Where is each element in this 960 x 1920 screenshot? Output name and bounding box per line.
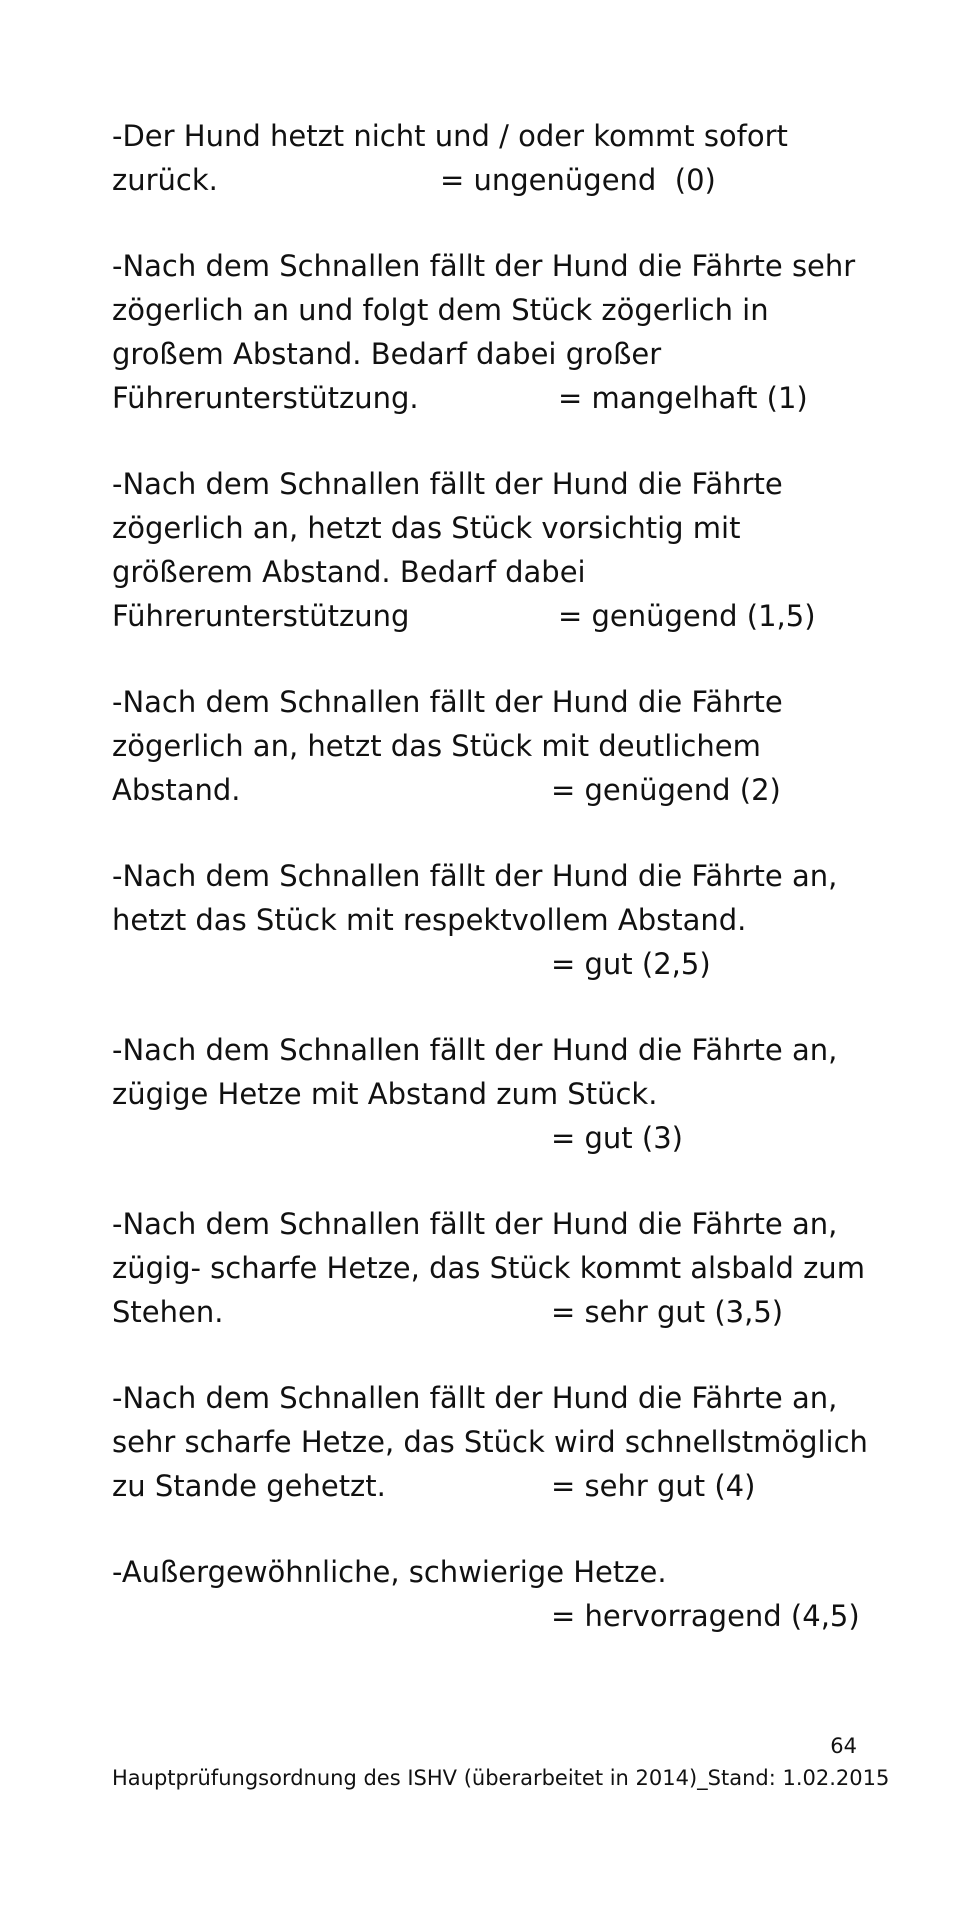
grade-label: = sehr gut (4) <box>551 1469 756 1503</box>
grade-label: = gut (2,5) <box>551 947 711 981</box>
grade-label: = genügend (2) <box>551 773 781 807</box>
criterion-line: Stehen. <box>112 1295 224 1329</box>
criterion-line: -Nach dem Schnallen fällt der Hund die Fährte an, <box>112 1381 838 1415</box>
criterion-line: -Nach dem Schnallen fällt der Hund die Fährte <box>112 685 783 719</box>
criterion-line: zurück. <box>112 163 218 197</box>
grade-label: = ungenügend (0) <box>440 163 716 197</box>
criterion-line: größerem Abstand. Bedarf dabei <box>112 555 586 589</box>
criterion-line: zügig- scharfe Hetze, das Stück kommt alsbald zum <box>112 1251 865 1285</box>
criterion-line: -Nach dem Schnallen fällt der Hund die Fährte sehr <box>112 249 856 283</box>
criterion-line: zügige Hetze mit Abstand zum Stück. <box>112 1077 658 1111</box>
criterion-line: -Nach dem Schnallen fällt der Hund die Fährte <box>112 467 783 501</box>
criterion-line: hetzt das Stück mit respektvollem Abstand. <box>112 903 747 937</box>
grade-label: = genügend (1,5) <box>558 599 816 633</box>
criterion-line: Abstand. <box>112 773 241 807</box>
criterion-line: -Nach dem Schnallen fällt der Hund die Fährte an, <box>112 1207 838 1241</box>
criterion-line: zögerlich an und folgt dem Stück zögerlich in <box>112 293 769 327</box>
criterion-line: zögerlich an, hetzt das Stück mit deutlichem <box>112 729 761 763</box>
criterion-line: -Der Hund hetzt nicht und / oder kommt sofort <box>112 119 788 153</box>
criterion-line: Führerunterstützung. <box>112 381 419 415</box>
criterion-line: -Nach dem Schnallen fällt der Hund die Fährte an, <box>112 859 838 893</box>
criterion-line: -Außergewöhnliche, schwierige Hetze. <box>112 1555 667 1589</box>
footer-text: Hauptprüfungsordnung des ISHV (überarbeitet in 2014)_Stand: 1.02.2015 <box>112 1766 890 1790</box>
criterion-line: zu Stande gehetzt. <box>112 1469 386 1503</box>
page-number: 64 <box>830 1734 857 1758</box>
grade-label: = hervorragend (4,5) <box>551 1599 860 1633</box>
criterion-line: -Nach dem Schnallen fällt der Hund die Fährte an, <box>112 1033 838 1067</box>
criterion-line: Führerunterstützung <box>112 599 410 633</box>
grade-label: = mangelhaft (1) <box>558 381 808 415</box>
criterion-line: sehr scharfe Hetze, das Stück wird schnellstmöglich <box>112 1425 868 1459</box>
grade-label: = sehr gut (3,5) <box>551 1295 784 1329</box>
criterion-line: zögerlich an, hetzt das Stück vorsichtig mit <box>112 511 741 545</box>
criterion-line: großem Abstand. Bedarf dabei großer <box>112 337 662 371</box>
grade-label: = gut (3) <box>551 1121 683 1155</box>
